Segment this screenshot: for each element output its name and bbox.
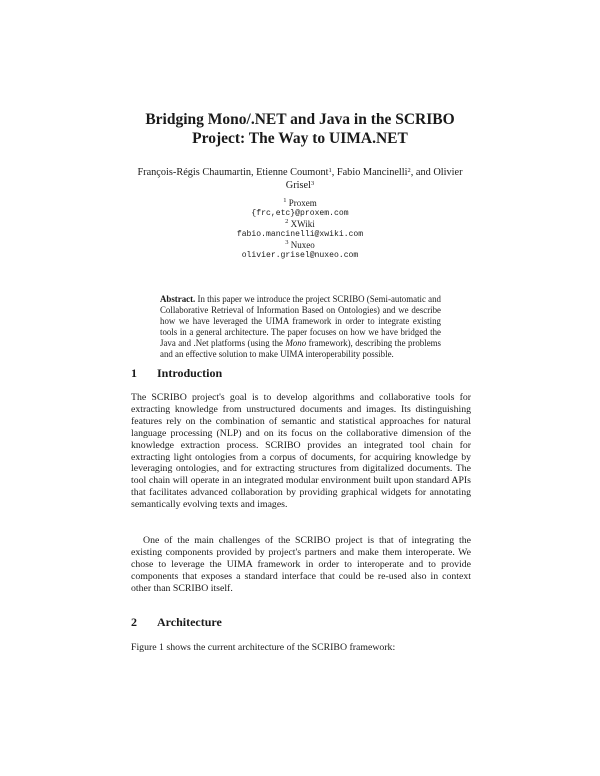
abstract-mono: Mono <box>285 337 307 348</box>
author-affil-mark-2: 2 <box>407 167 411 174</box>
author-names-3: , and Olivier <box>410 167 463 178</box>
author-list <box>130 167 470 192</box>
affiliation-2: $^2$ XWiki <box>285 218 315 230</box>
abstract <box>160 294 441 359</box>
affiliation-2-email: fabio.mancinelli@xwiki.com <box>236 229 364 239</box>
intro-paragraph-1: The SCRIBO project's goal is to develop algorithms and collaborative tools for extracting knowledge from unstructured documents and images. Its distinguishing features rely on the combination of semantic and statistical approaches for natural language processing (NLP) and on its focus on the collaborative dimension of the knowledge extraction process. SCRIBO provides an integrated tool chain for extracting light ontologies from a corpus of documents, for acquiring knowledge by leveraging ontologies, and for extracting structures from digitalized documents. The tool chain will operate in an integrated modular environment built upon standard APIs that facilitates advanced collaboration by providing graphical widgets for annotating semantically evolving texts and images. <box>131 392 471 511</box>
title-line-2: Project: The Way to UIMA.NET <box>192 130 408 147</box>
affiliation-1-email: {frc,etc}@proxem.com <box>251 208 349 218</box>
author-affil-mark-1: 1 <box>328 167 332 174</box>
affiliation-3: $^3$ Nuxeo <box>285 239 315 251</box>
abstract-text-1: In this paper we introduce the project SCRIBO (Semi-automatic and Collaborative Retrieval of Information Based on Ontologies) and we describe how we have leveraged the UIMA framework in order to integrate existing tools in a general architecture. The paper focuses on how we have bridged the Java and .Net platforms (using the <box>160 294 441 348</box>
section-heading-architecture <box>131 615 222 630</box>
author-names-2: , Fabio Mancinelli <box>331 167 408 178</box>
author-names-1: François-Régis Chaumartin, Etienne Coumont <box>137 167 329 178</box>
paper-title <box>120 110 480 148</box>
intro-paragraph-2: One of the main challenges of the SCRIBO project is that of integrating the existing components provided by project's partners and make them interoperate. We chose to leverage the UIMA framework in order to interoperate and to provide components that exposes a standard interface that could be re-used also in context other than SCRIBO itself. <box>131 535 471 594</box>
author-affil-mark-3: 3 <box>310 179 315 187</box>
affiliations <box>150 198 450 262</box>
abstract-label: Abstract. <box>160 294 196 304</box>
section-number: 2 <box>131 615 137 629</box>
section-heading-introduction <box>131 366 222 381</box>
affiliation-1: $^1$ Proxem <box>283 197 317 208</box>
title-line-1: Bridging Mono/.NET and Java in the SCRIBO <box>145 111 455 128</box>
section-title: Introduction <box>157 366 223 380</box>
architecture-paragraph-1: Figure 1 shows the current architecture of the SCRIBO framework: <box>131 642 396 653</box>
section-title: Architecture <box>157 615 222 629</box>
section-number: 1 <box>131 366 137 380</box>
author-names-4: Grisel <box>285 179 311 191</box>
affiliation-3-email: olivier.grisel@nuxeo.com <box>241 250 359 260</box>
abstract-text-2: framework), describing the problems and an effective solution to make UIMA interoperability possible. <box>160 337 442 359</box>
